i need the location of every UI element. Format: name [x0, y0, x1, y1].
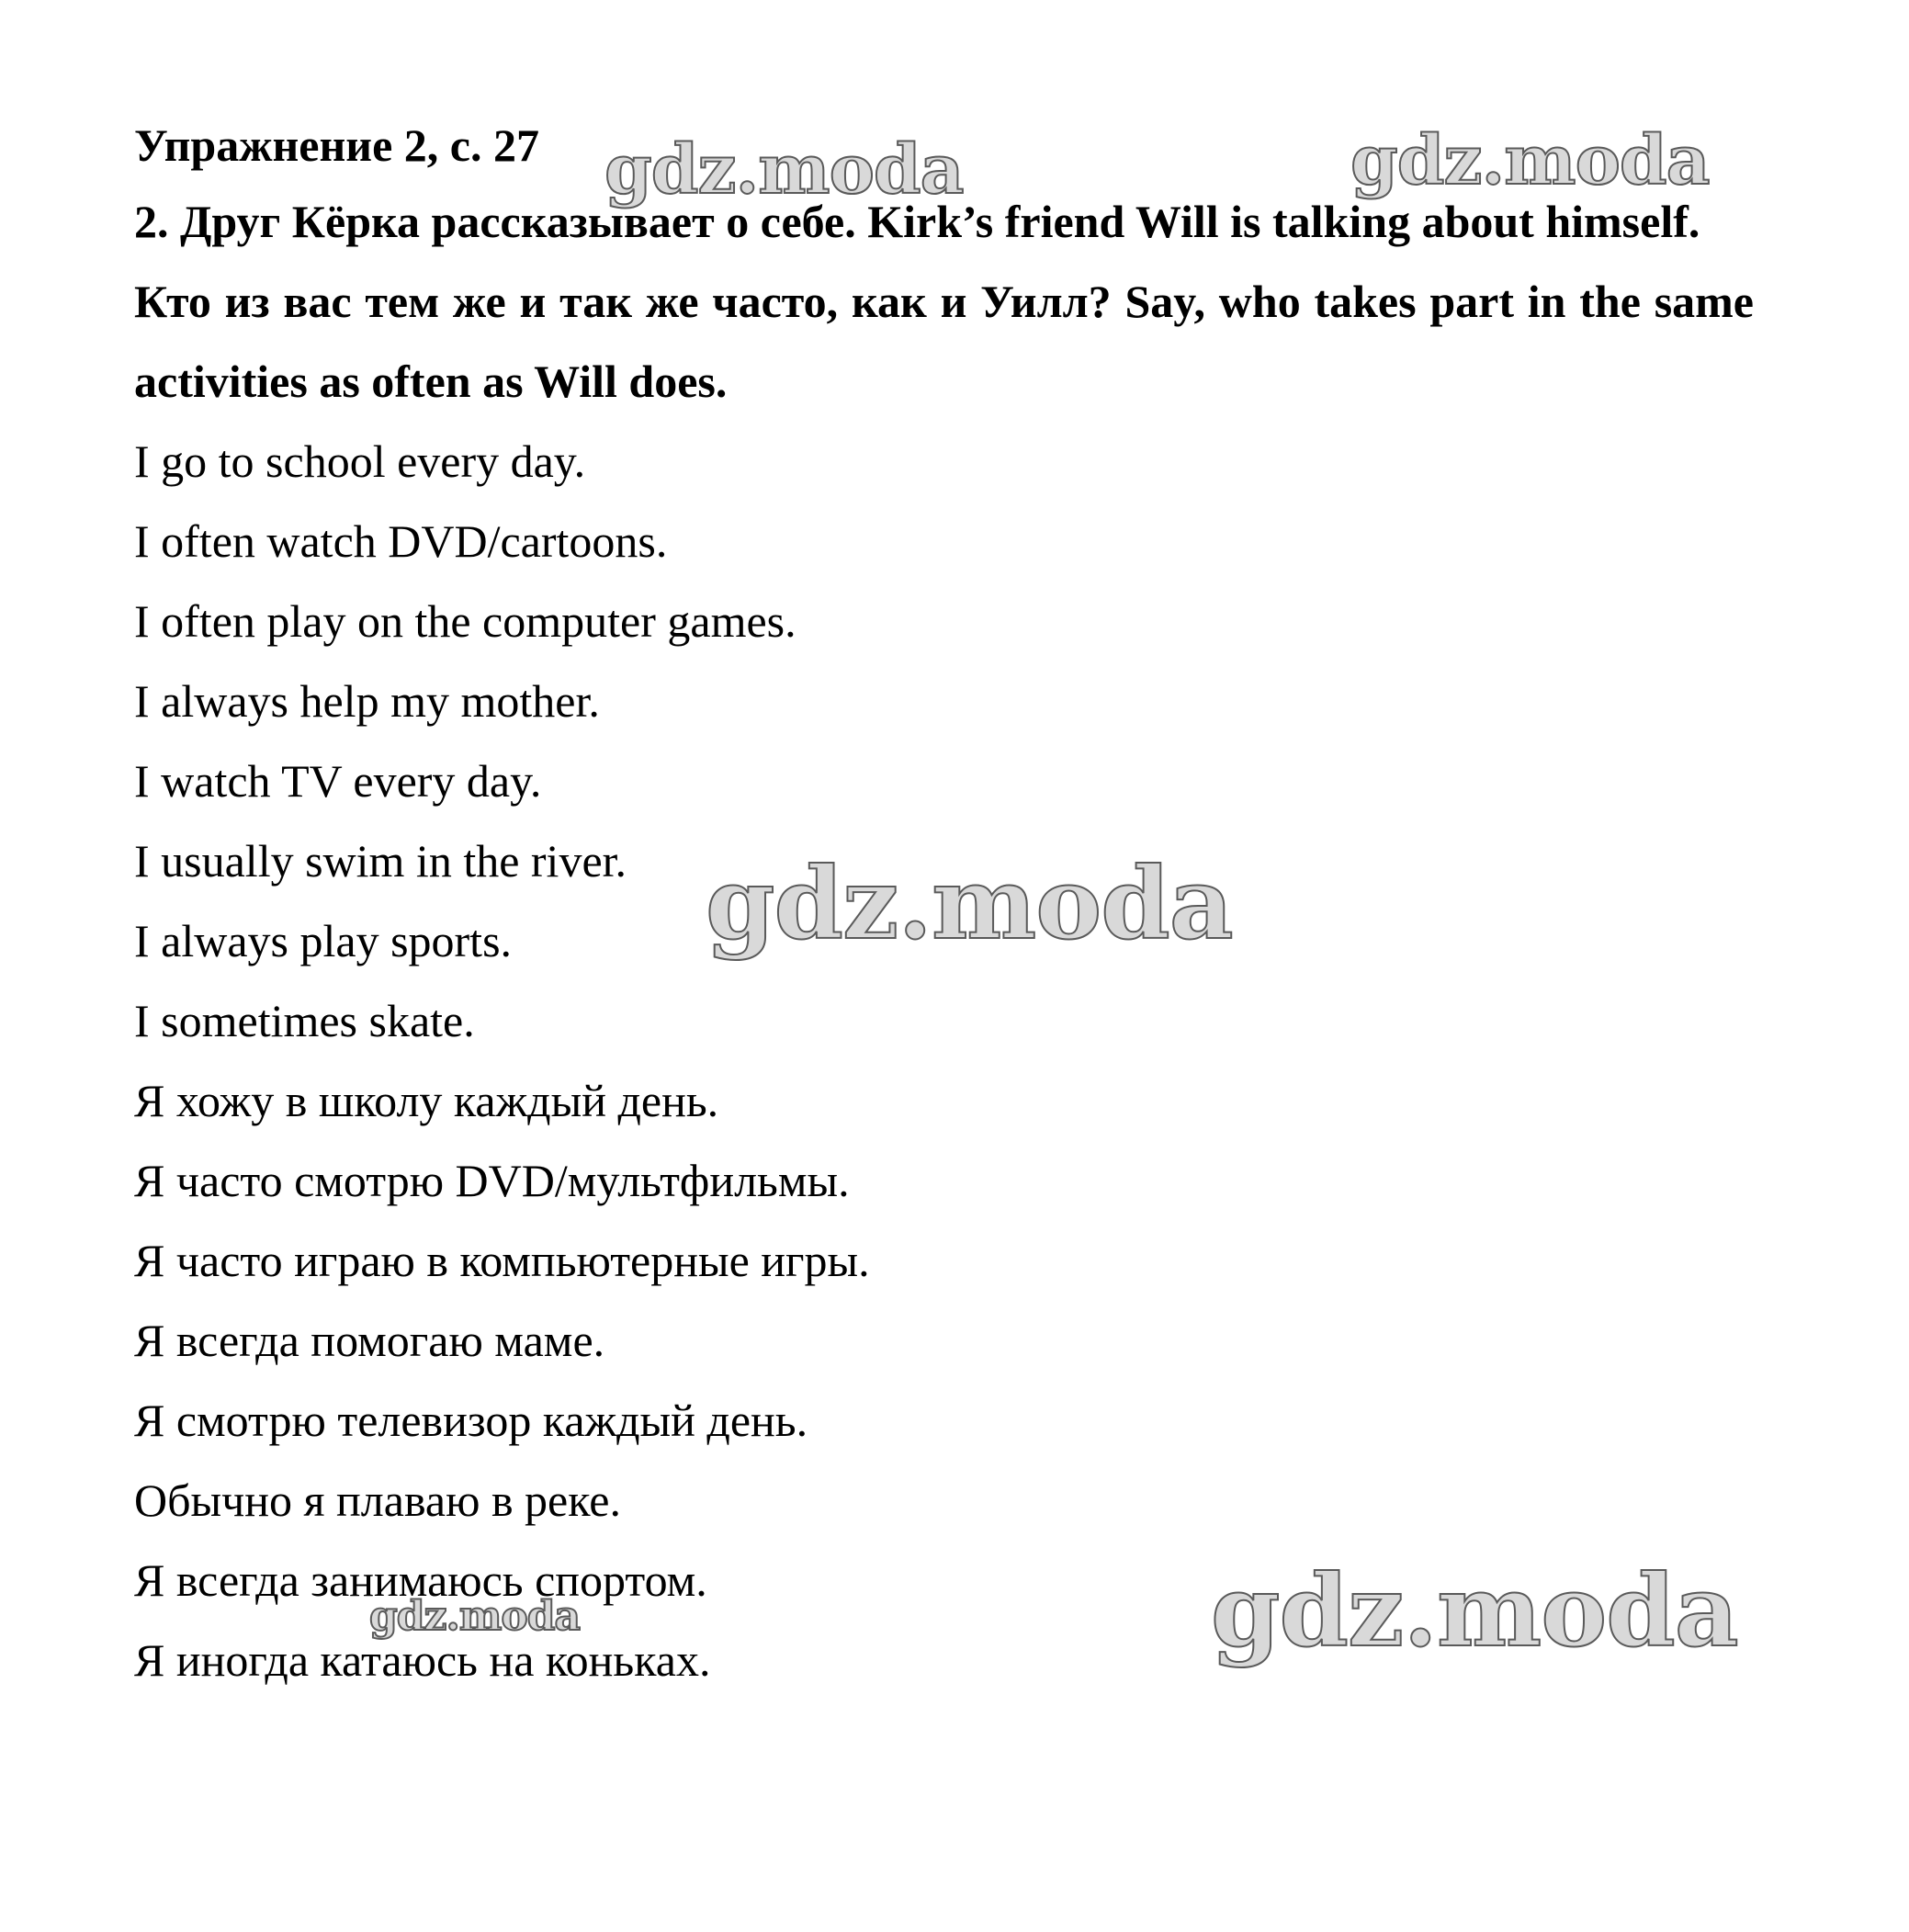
english-sentence: I always play sports. [134, 915, 513, 966]
russian-sentence: Обычно я плаваю в реке. [134, 1474, 621, 1526]
watermark: gdz.moda [706, 846, 1233, 962]
english-sentence: I usually swim in the river. [134, 835, 627, 887]
english-sentences [134, 422, 1754, 1061]
english-sentence: I sometimes skate. [134, 995, 475, 1046]
watermark: gdz.moda [369, 1593, 581, 1640]
english-sentence: I often watch DVD/cartoons. [134, 515, 668, 567]
watermark: gdz.moda [1211, 1554, 1738, 1669]
task-instruction-1: 2. Друг Кёрка рассказывает о себе. Kirk’s friend Will is talking about himself. [134, 196, 1700, 247]
russian-sentence: Я часто играю в компьютерные игры. [134, 1235, 870, 1286]
russian-sentence: Я всегда занимаюсь спортом. [134, 1554, 707, 1606]
watermark: gdz.moda [1350, 121, 1710, 200]
task-instruction-2: Кто из вас тем же и так же часто, как и Уилл? Say, who takes part in the same activities as often as Will does. [134, 276, 1754, 407]
english-sentence: I often play on the computer games. [134, 595, 796, 647]
russian-sentence: Я иногда катаюсь на коньках. [134, 1634, 711, 1686]
exercise-heading: Упражнение 2, с. 27 [134, 119, 539, 171]
english-sentence: I always help my mother. [134, 675, 600, 727]
russian-sentence: Я всегда помогаю маме. [134, 1315, 605, 1366]
english-sentence: I watch TV every day. [134, 755, 542, 807]
watermark: gdz.moda [604, 130, 964, 209]
russian-sentence: Я хожу в школу каждый день. [134, 1075, 719, 1126]
russian-sentence: Я смотрю телевизор каждый день. [134, 1395, 808, 1446]
english-sentence: I go to school every day. [134, 435, 586, 487]
russian-sentence: Я часто смотрю DVD/мультфильмы. [134, 1155, 850, 1206]
